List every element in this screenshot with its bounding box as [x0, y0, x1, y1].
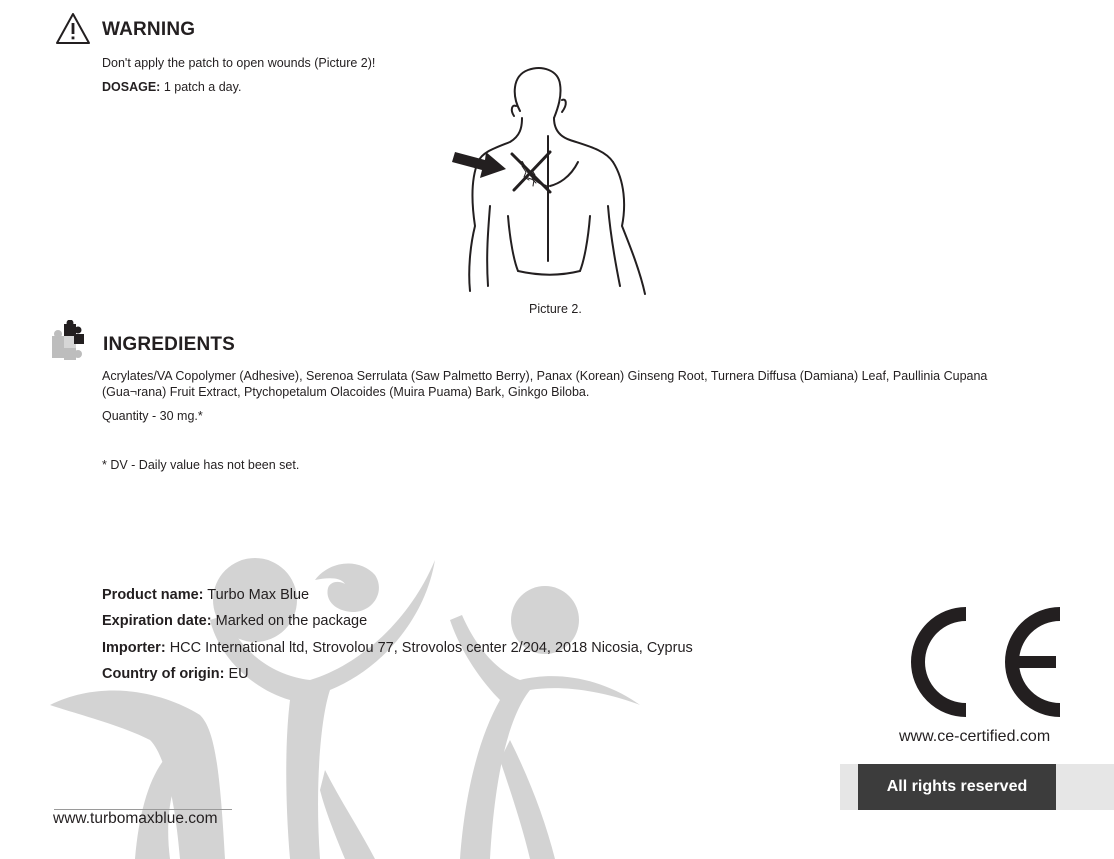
ingredients-title: INGREDIENTS	[103, 334, 236, 355]
expiration-date-label: Expiration date:	[102, 613, 212, 629]
dosage-line	[102, 79, 241, 95]
warning-title: WARNING	[102, 19, 196, 40]
ingredients-line-1: Acrylates/VA Copolymer (Adhesive), Serenoa Serrulata (Saw Palmetto Berry), Panax (Korean) Ginseng Root, Turnera Diffusa (Damiana) Leaf, Paullinia Cupana	[102, 369, 988, 383]
warning-triangle-icon	[55, 12, 91, 45]
dosage-value: 1 patch a day.	[163, 80, 242, 94]
country-of-origin-value: EU	[228, 666, 249, 682]
expiration-date-value: Marked on the package	[215, 613, 368, 629]
importer-value: HCC International ltd, Strovolou 77, Strovolos center 2/204, 2018 Nicosia, Cyprus	[169, 640, 693, 656]
importer-line	[102, 640, 693, 656]
dv-footnote: * DV - Daily value has not been set.	[102, 458, 300, 472]
picture-caption: Picture 2.	[529, 302, 582, 316]
puzzle-pieces-icon	[48, 320, 94, 366]
expiration-date-line	[102, 613, 367, 629]
ce-certified-url[interactable]: www.ce-certified.com	[899, 728, 1051, 745]
product-name-line	[102, 587, 309, 603]
quantity-line: Quantity - 30 mg.*	[102, 409, 203, 423]
country-of-origin-label: Country of origin:	[102, 666, 225, 682]
dosage-label: DOSAGE:	[102, 80, 161, 94]
importer-label: Importer:	[102, 640, 166, 656]
warning-text: Don't apply the patch to open wounds (Picture 2)!	[102, 56, 376, 70]
website-link[interactable]: www.turbomaxblue.com	[53, 810, 218, 827]
country-of-origin-line	[102, 666, 249, 682]
all-rights-reserved-badge: All rights reserved	[858, 764, 1056, 810]
product-name-label: Product name:	[102, 587, 204, 603]
product-name-value: Turbo Max Blue	[207, 587, 310, 603]
ingredients-line-2: (Gua¬rana) Fruit Extract, Ptychopetalum Olacoides (Muira Puama) Bark, Ginkgo Biloba.	[102, 385, 590, 399]
ce-mark-icon	[900, 604, 1065, 720]
back-wound-illustration	[450, 66, 655, 298]
